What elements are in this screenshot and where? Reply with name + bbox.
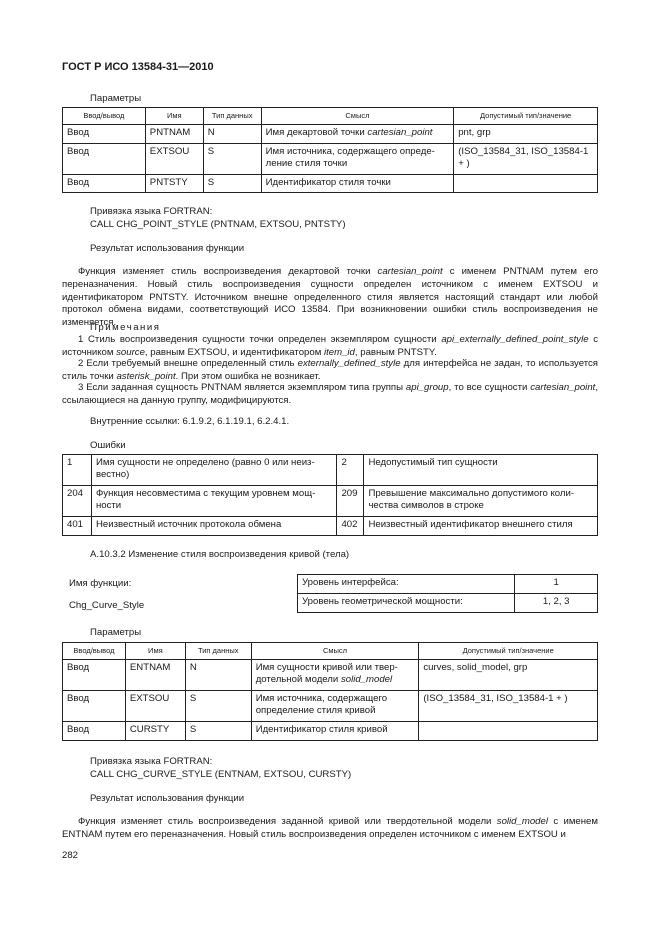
notes-title: Примечания — [90, 322, 161, 333]
table-row — [298, 594, 598, 613]
error-code: 1 — [63, 455, 92, 486]
table-row — [63, 144, 598, 175]
table-cell: Ввод — [63, 144, 146, 175]
table-cell: curves, solid_model, grp — [419, 660, 598, 691]
error-text: Превышение максимально допустимого коли-чества символов в строке — [364, 486, 598, 517]
col-header: Допустимый тип/значение — [419, 643, 598, 660]
table-cell: Имя декартовой точки cartesian_point — [261, 125, 454, 144]
function-name-label: Имя функции: — [69, 578, 132, 589]
result-paragraph: Функция изменяет стиль воспроизведения заданной кривой или твердотельной модели solid_model с именем ENTNAM путем его переназначения. Новый стиль воспроизведения определен источником с именем EXTSOU и — [62, 816, 598, 840]
params-label: Параметры — [90, 93, 142, 104]
error-code: 401 — [63, 517, 92, 536]
fortran-call: CALL CHG_POINT_STYLE (PNTNAM, EXTSOU, PNTSTY) — [90, 219, 346, 230]
table-cell: Имя источника, содержащего определение стиля кривой — [251, 691, 419, 722]
result-label: Результат использования функции — [90, 793, 245, 804]
params-label: Параметры — [90, 627, 142, 638]
col-header: Тип данных — [203, 108, 261, 125]
table-cell: PNTNAM — [145, 125, 203, 144]
table-cell: Ввод — [63, 175, 146, 193]
function-name: Chg_Curve_Style — [69, 600, 145, 611]
table-cell: S — [185, 722, 251, 741]
error-code: 204 — [63, 486, 92, 517]
note-2: 2 Если требуемый внешне определенный стиль externally_defined_style для интерфейса не задан, то используется стиль точки asterisk_point. При этом ошибка не возникает. — [62, 358, 599, 382]
table-cell: CURSTY — [125, 722, 185, 741]
level-value: 1, 2, 3 — [515, 594, 598, 613]
internal-refs: Внутренние ссылки: 6.1.9.2, 6.1.19.1, 6.2.4.1. — [90, 416, 290, 427]
result-label: Результат использования функции — [90, 243, 245, 254]
result-paragraph: Функция изменяет стиль воспроизведения декартовой точки cartesian_point с именем PNTNAM путем его переназначения. Новый стиль воспроизведения сущности определен источником с именем EXTSOU и идентификатором PNTSTY. Источником внешне определенного стиля является настоящий стандарт или любой протокол обмена видами, соответствующий ИСО 13584. При возникновении ошибки стиль воспроизведения не изменяется. — [62, 266, 598, 329]
col-header: Имя — [145, 108, 203, 125]
table-cell: (ISO_13584_31, ISO_13584-1 + ) — [454, 144, 598, 175]
table-cell: EXTSOU — [125, 691, 185, 722]
errors-table — [62, 454, 598, 536]
table-row — [63, 486, 598, 517]
params-table-1 — [62, 107, 598, 193]
level-label: Уровень геометрической мощности: — [298, 594, 515, 613]
note-3: 3 Если заданная сущность PNTNAM является экземпляром типа группы api_group, то все сущности cartesian_point, ссылающиеся на данную группу, модифицируются. — [62, 382, 598, 406]
col-header: Допустимый тип/значение — [454, 108, 598, 125]
error-code: 2 — [337, 455, 364, 486]
table-row — [63, 722, 598, 741]
page-number: 282 — [62, 850, 79, 861]
table-cell: (ISO_13584_31, ISO_13584-1 + ) — [419, 691, 598, 722]
table-cell: Имя источника, содержащего опреде-ление стиля точки — [261, 144, 454, 175]
col-header: Ввод/вывод — [63, 108, 146, 125]
table-cell: Ввод — [63, 125, 146, 144]
table-cell: Ввод — [63, 660, 126, 691]
table-cell: Ввод — [63, 722, 126, 741]
level-label: Уровень интерфейса: — [298, 575, 515, 594]
error-text: Неизвестный источник протокола обмена — [91, 517, 336, 536]
errors-label: Ошибки — [90, 440, 126, 451]
error-text: Недопустимый тип сущности — [364, 455, 598, 486]
error-text: Имя сущности не определено (равно 0 или неиз-вестно) — [91, 455, 336, 486]
table-row — [63, 660, 598, 691]
col-header: Смысл — [251, 643, 419, 660]
fortran-label: Привязка языка FORTRAN: — [90, 756, 213, 767]
fortran-call: CALL CHG_CURVE_STYLE (ENTNAM, EXTSOU, CURSTY) — [90, 769, 352, 780]
params-table-2 — [62, 642, 598, 741]
table-cell — [419, 722, 598, 741]
section-title: А.10.3.2 Изменение стиля воспроизведения кривой (тела) — [90, 549, 350, 560]
table-row — [63, 691, 598, 722]
table-cell: Ввод — [63, 691, 126, 722]
table-cell: S — [203, 144, 261, 175]
table-cell: ENTNAM — [125, 660, 185, 691]
col-header: Имя — [125, 643, 185, 660]
fortran-label: Привязка языка FORTRAN: — [90, 206, 213, 217]
level-value: 1 — [515, 575, 598, 594]
error-code: 402 — [337, 517, 364, 536]
table-cell: Идентификатор стиля кривой — [251, 722, 419, 741]
levels-table — [297, 574, 598, 613]
error-code: 209 — [337, 486, 364, 517]
table-row — [63, 455, 598, 486]
table-cell: N — [185, 660, 251, 691]
table-cell: Имя сущности кривой или твер-дотельной модели solid_model — [251, 660, 419, 691]
table-cell: pnt, grp — [454, 125, 598, 144]
table-row — [63, 517, 598, 536]
col-header: Ввод/вывод — [63, 643, 126, 660]
error-text: Неизвестный идентификатор внешнего стиля — [364, 517, 598, 536]
table-cell: Идентификатор стиля точки — [261, 175, 454, 193]
table-cell: PNTSTY — [145, 175, 203, 193]
table-cell: N — [203, 125, 261, 144]
table-cell: S — [203, 175, 261, 193]
col-header: Тип данных — [185, 643, 251, 660]
document-header: ГОСТ Р ИСО 13584-31—2010 — [62, 61, 214, 73]
table-row — [298, 575, 598, 594]
table-cell: EXTSOU — [145, 144, 203, 175]
table-cell — [454, 175, 598, 193]
table-row — [63, 125, 598, 144]
col-header: Смысл — [261, 108, 454, 125]
note-1: 1 Стиль воспроизведения сущности точки определен экземпляром сущности api_externally_defined_point_style с источником source, равным EXTSOU, и идентификатором item_id, равным PNTSTY. — [62, 334, 598, 358]
table-cell: S — [185, 691, 251, 722]
error-text: Функция несовместима с текущим уровнем мощ-ности — [91, 486, 336, 517]
table-row — [63, 175, 598, 193]
